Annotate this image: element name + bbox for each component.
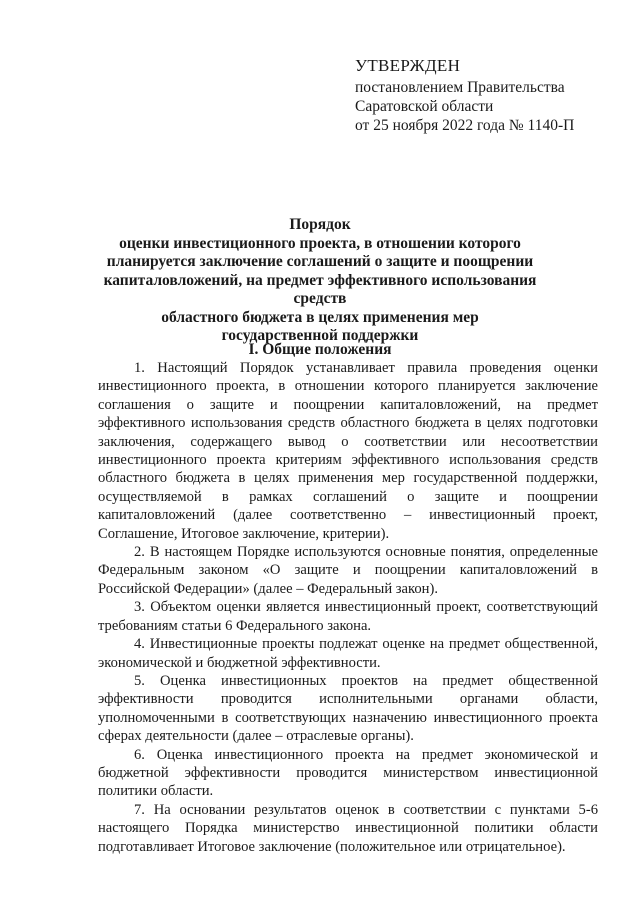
title-line: Порядок (289, 216, 351, 233)
approval-line: от 25 ноября 2022 года № 1140-П (355, 117, 575, 134)
paragraph: 6. Оценка инвестиционного проекта на предмет экономической и бюджетной эффективности проводится министерством инвестиционной политики области. (98, 746, 598, 800)
paragraph: 5. Оценка инвестиционных проектов на предмет общественной эффективности проводится исполнительными органами области, уполномоченными в соответствующих назначению инвестиционного проекта сферах деятельности (далее – отраслевые органы). (98, 672, 598, 745)
title-line: планируется заключение соглашений о защите и поощрении (106, 253, 534, 270)
title-line: капиталовложений, на предмет эффективного использования средств (103, 271, 537, 307)
section-heading: I. Общие положения (248, 341, 392, 358)
approval-line: Саратовской области (355, 98, 494, 115)
paragraph: 4. Инвестиционные проекты подлежат оценке на предмет общественной, экономической и бюджетной эффективности. (98, 636, 598, 671)
approval-line: постановлением Правительства (355, 79, 565, 96)
approval-stamp (355, 56, 574, 135)
paragraph: 2. В настоящем Порядке используются основные понятия, определенные Федеральным законом «О защите и поощрении капиталовложений в Российской Федерации» (далее – Федеральный закон). (98, 544, 598, 597)
paragraph: 3. Объектом оценки является инвестиционный проект, соответствующий требованиям статьи 6 Федерального закона. (98, 599, 598, 634)
document-body (98, 359, 598, 856)
title-line: оценки инвестиционного проекта, в отношении которого (119, 234, 521, 252)
paragraph: 1. Настоящий Порядок устанавливает правила проведения оценки инвестиционного проекта, в отношении которого планируется заключение соглашения о защите и поощрении капиталовложений, на предмет эффективного использования средств областного бюджета в целях подготовки заключения, содержащего вывод о соответствии или несоответствии инвестиционного проекта критериям эффективного использования средств областного бюджета в целях применения мер государственной поддержки, осуществляемой в рамках соглашений о защите и поощрении капиталовложений (далее соответственно – инвестиционный проект, Соглашение, Итоговое заключение, критерии). (98, 360, 598, 542)
title-line: областного бюджета в целях применения мер (161, 308, 479, 326)
paragraph: 7. На основании результатов оценок в соответствии с пунктами 5-6 настоящего Порядка министерство инвестиционной политики области подготавливает Итоговое заключение (положительное или отрицательное). (98, 801, 598, 855)
document-title (90, 216, 550, 346)
approval-heading: УТВЕРЖДЕН (355, 56, 461, 75)
title-line: государственной поддержки (221, 327, 419, 344)
